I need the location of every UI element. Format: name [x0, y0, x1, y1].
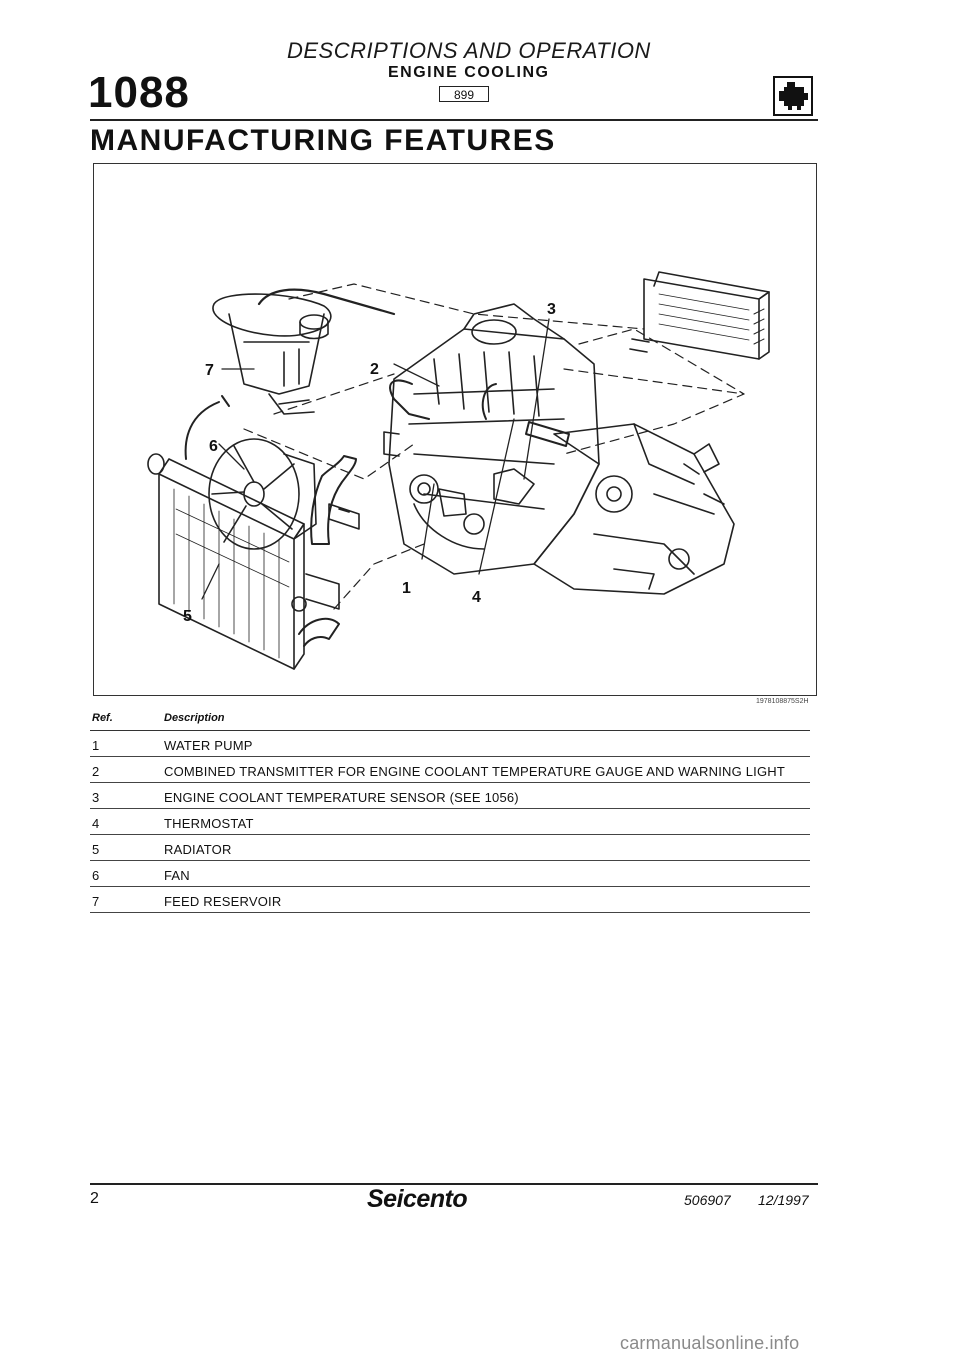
table-header: [90, 706, 810, 731]
row-ref: 5: [92, 842, 100, 857]
row-ref: 2: [92, 764, 100, 779]
row-ref: 3: [92, 790, 100, 805]
document-title: DESCRIPTIONS AND OPERATION: [287, 38, 651, 63]
engine-cooling-diagram: [93, 163, 817, 696]
table-row: [90, 835, 810, 861]
diagram-illustration: [94, 164, 815, 694]
bracket-drawing: [329, 504, 359, 529]
row-description: ENGINE COOLANT TEMPERATURE SENSOR (SEE 1056): [164, 790, 519, 805]
gearbox-drawing: [534, 424, 734, 594]
table-row: [90, 783, 810, 809]
section-number: 1088: [88, 68, 190, 117]
engine-icon: [773, 76, 813, 116]
row-ref: 4: [92, 816, 100, 831]
document-number: 506907: [684, 1192, 731, 1208]
row-description: FEED RESERVOIR: [164, 894, 282, 909]
radiator-drawing: [148, 454, 339, 669]
section-code-box: 899: [439, 86, 489, 102]
heater-core-drawing: [630, 272, 769, 359]
row-ref: 6: [92, 868, 100, 883]
callout-3: 3: [547, 301, 556, 318]
callout-7: 7: [205, 362, 214, 379]
table-row: [90, 809, 810, 835]
fan-drawing: [209, 439, 316, 549]
callout-4: 4: [472, 589, 481, 606]
row-description: WATER PUMP: [164, 738, 253, 753]
table-row: [90, 887, 810, 913]
callout-5: 5: [183, 608, 192, 625]
row-description: RADIATOR: [164, 842, 232, 857]
document-date: 12/1997: [758, 1192, 809, 1208]
figure-code: 1978108875S2H: [756, 698, 809, 705]
table-row: [90, 757, 810, 783]
row-ref: 7: [92, 894, 100, 909]
document-subtitle: ENGINE COOLING: [388, 64, 550, 81]
callout-1: 1: [402, 580, 411, 597]
reference-table: [90, 706, 810, 913]
column-header-description: Description: [164, 712, 225, 724]
page-number: 2: [90, 1190, 99, 1207]
page-heading: MANUFACTURING FEATURES: [90, 124, 556, 157]
watermark: carmanualsonline.info: [620, 1333, 800, 1353]
row-description: FAN: [164, 868, 190, 883]
row-description: THERMOSTAT: [164, 816, 254, 831]
brand-name: Seicento: [367, 1185, 468, 1213]
table-row: [90, 861, 810, 887]
feed-reservoir-drawing: [213, 290, 394, 414]
row-ref: 1: [92, 738, 100, 753]
table-row: [90, 731, 810, 757]
row-description: COMBINED TRANSMITTER FOR ENGINE COOLANT TEMPERATURE GAUGE AND WARNING LIGHT: [164, 764, 786, 779]
header-rule: [90, 119, 818, 121]
callout-2: 2: [370, 361, 379, 378]
column-header-ref: Ref.: [92, 712, 113, 724]
callout-6: 6: [209, 438, 218, 455]
